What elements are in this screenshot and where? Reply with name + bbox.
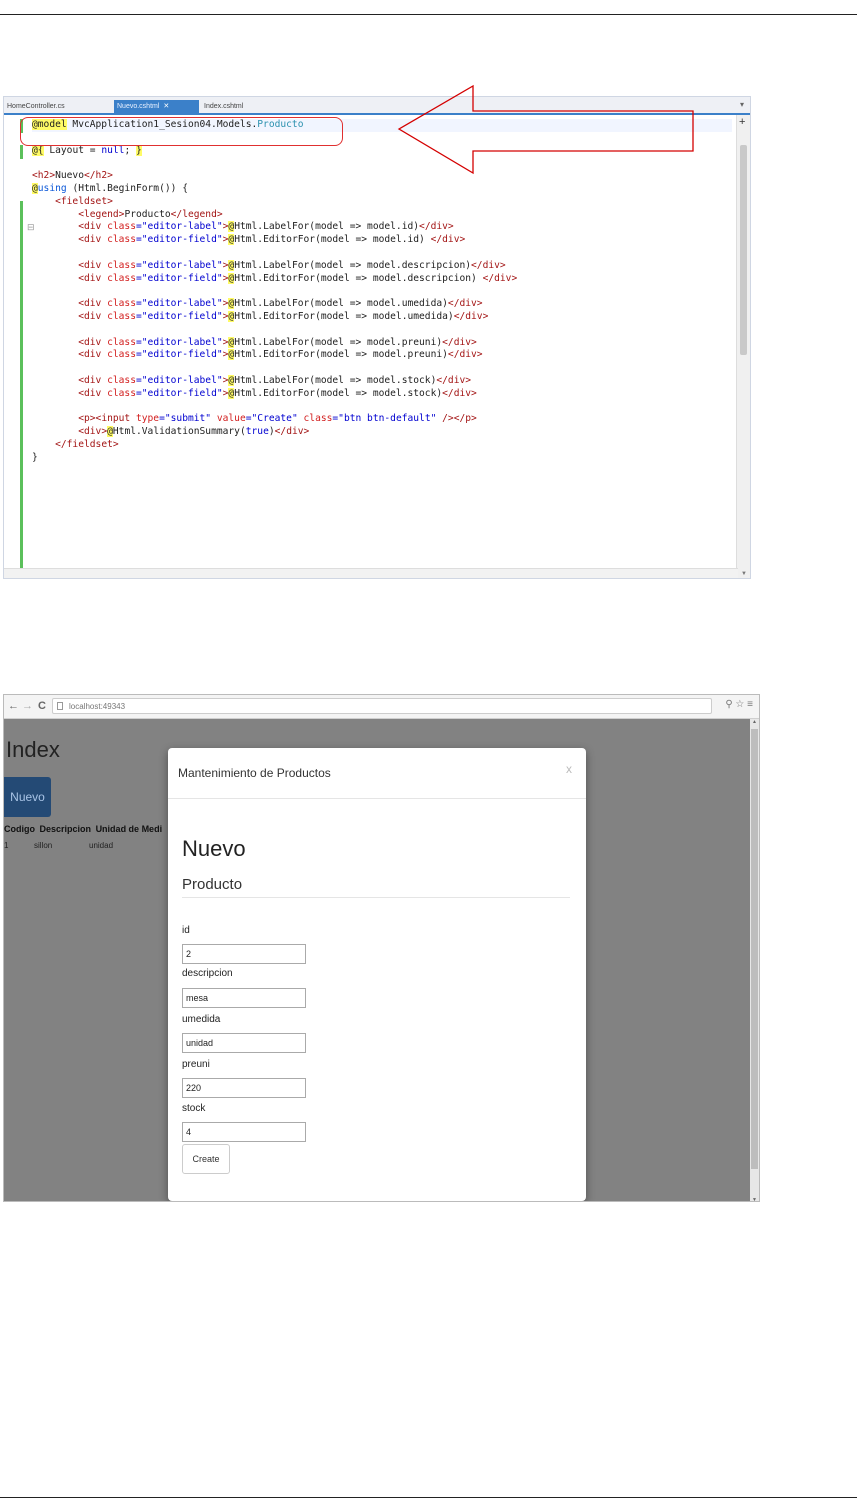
- tab-label: Nuevo.cshtml: [117, 103, 160, 110]
- close-tab-icon[interactable]: ✕: [163, 103, 170, 110]
- toolbar-icons[interactable]: ⚲ ☆ ≡: [725, 699, 753, 710]
- code-token: @: [228, 310, 235, 322]
- code-line: [32, 260, 732, 273]
- code-token: [32, 273, 78, 284]
- code-token: ="btn btn-default": [332, 413, 437, 425]
- code-token: Html.LabelFor(model => model.umedida): [234, 298, 448, 310]
- code-line: [32, 413, 732, 426]
- code-token: ="editor-label": [136, 336, 223, 348]
- code-token: >: [222, 259, 229, 271]
- code-token: <input: [95, 413, 136, 425]
- fieldset-legend: Producto: [182, 876, 570, 898]
- code-token: Html.EditorFor(model => model.preuni): [234, 349, 448, 361]
- code-line: [32, 311, 732, 324]
- code-line: [32, 183, 732, 196]
- code-token: ;: [124, 144, 136, 156]
- arrow-annotation-icon: [395, 83, 698, 177]
- code-token: </p>: [453, 413, 477, 425]
- code-line: [32, 196, 732, 209]
- highlight-annotation: [20, 117, 343, 146]
- code-token: <div: [78, 234, 108, 246]
- code-token: [32, 439, 55, 450]
- code-token: Html.LabelFor(model => model.stock): [234, 374, 437, 386]
- tab-label: HomeController.cs: [7, 103, 65, 110]
- code-line: [32, 324, 732, 337]
- code-line: [32, 337, 732, 350]
- code-token: ="editor-field": [136, 272, 223, 284]
- close-icon[interactable]: x: [566, 762, 572, 776]
- code-token: @: [228, 374, 235, 386]
- code-token: >: [222, 387, 229, 399]
- nuevo-button[interactable]: Nuevo: [4, 777, 51, 817]
- code-token: >: [222, 234, 229, 246]
- reload-icon[interactable]: C: [38, 700, 46, 712]
- code-line: [32, 362, 732, 375]
- code-token: />: [436, 413, 454, 425]
- code-line: [32, 375, 732, 388]
- page-bottom-rule: [0, 1497, 857, 1498]
- code-token: </legend>: [170, 208, 223, 220]
- code-token: [32, 298, 78, 309]
- code-token: <div: [78, 336, 108, 348]
- code-token: class: [107, 374, 136, 386]
- code-token: ="editor-label": [136, 221, 223, 233]
- page-title: Index: [6, 737, 60, 762]
- code-token: ="editor-field": [136, 349, 223, 361]
- code-token: </div>: [436, 374, 472, 386]
- code-token: @: [228, 336, 235, 348]
- code-token: >: [222, 349, 229, 361]
- code-token: value: [216, 413, 246, 425]
- form-heading: Nuevo: [182, 836, 246, 861]
- code-token: @: [228, 259, 235, 271]
- tab-nuevo-active[interactable]: [114, 100, 199, 113]
- change-marker: [20, 201, 23, 573]
- code-token: @: [228, 234, 235, 246]
- editor-vertical-scrollbar[interactable]: [736, 115, 750, 579]
- code-token: @{: [32, 144, 44, 156]
- code-token: </div>: [447, 349, 483, 361]
- code-token: Html.ValidationSummary(: [112, 426, 246, 438]
- label-descripcion: descripcion: [182, 968, 233, 979]
- code-token: ="submit": [159, 413, 217, 425]
- col-descripcion: Descripcion: [39, 824, 92, 834]
- code-token: [32, 375, 78, 386]
- id-input[interactable]: [182, 944, 306, 964]
- umedida-input[interactable]: [182, 1033, 306, 1053]
- forward-icon[interactable]: →: [22, 700, 33, 712]
- label-preuni: preuni: [182, 1059, 210, 1070]
- split-plus-icon[interactable]: +: [739, 116, 746, 128]
- code-token: ="editor-label": [136, 298, 223, 310]
- tab-label: Index.cshtml: [204, 103, 244, 110]
- code-token: @: [107, 426, 113, 438]
- code-token: using: [37, 182, 67, 194]
- code-token: [32, 221, 78, 232]
- code-token: <legend>: [78, 208, 125, 220]
- label-id: id: [182, 925, 190, 936]
- code-token: Producto: [124, 208, 171, 220]
- code-token: @model: [32, 119, 67, 130]
- browser-scroll-thumb[interactable]: [751, 729, 758, 1169]
- code-token: ="editor-field": [136, 234, 223, 246]
- col-unidad: Unidad de Medi: [95, 824, 163, 834]
- code-token: @: [228, 298, 235, 310]
- create-button[interactable]: Create: [182, 1144, 230, 1174]
- code-line: [32, 426, 732, 439]
- tab-dropdown-icon[interactable]: ▾: [739, 100, 744, 109]
- code-token: [32, 349, 78, 360]
- code-token: Html.LabelFor(model => model.id): [234, 221, 420, 233]
- label-stock: stock: [182, 1103, 206, 1114]
- code-token: Html.EditorFor(model => model.stock): [234, 387, 443, 399]
- code-line: [32, 452, 732, 465]
- code-line: [32, 285, 732, 298]
- scroll-down-icon[interactable]: ▼: [752, 1197, 757, 1202]
- code-token: </div>: [482, 272, 518, 284]
- url-text: localhost:49343: [69, 702, 126, 711]
- code-token: </div>: [447, 298, 483, 310]
- code-token: <div: [78, 310, 108, 322]
- browser-toolbar: [4, 695, 759, 719]
- code-token: [32, 426, 78, 437]
- col-codigo: Codigo: [4, 824, 35, 834]
- code-token: ="editor-field": [136, 310, 223, 322]
- code-token: </div>: [430, 234, 466, 246]
- code-token: class: [107, 234, 136, 246]
- code-token: </fieldset>: [55, 438, 119, 450]
- code-token: class: [107, 349, 136, 361]
- code-token: </div>: [471, 259, 506, 271]
- code-token: <h2>: [32, 170, 56, 182]
- code-line: [32, 247, 732, 260]
- code-token: @: [228, 221, 235, 233]
- code-token: class: [107, 310, 136, 322]
- code-token: <div>: [78, 426, 108, 438]
- code-token: >: [222, 298, 229, 310]
- code-token: </div>: [419, 221, 454, 233]
- code-token: <div: [78, 349, 108, 361]
- code-token: Html.LabelFor(model => model.preuni): [234, 336, 443, 348]
- code-token: (Html.BeginForm()) {: [66, 182, 188, 194]
- code-token: null: [101, 144, 125, 156]
- code-token: class: [107, 221, 136, 233]
- code-token: ="Create": [245, 413, 304, 425]
- code-token: Html.LabelFor(model => model.descripcion): [234, 259, 472, 271]
- code-token: >: [222, 374, 229, 386]
- code-token: </div>: [274, 426, 310, 438]
- code-token: [32, 413, 78, 424]
- code-token: [32, 337, 78, 348]
- address-bar[interactable]: [52, 698, 712, 714]
- code-line: [32, 388, 732, 401]
- scroll-down-icon[interactable]: ▼: [741, 571, 747, 577]
- code-line: [32, 298, 732, 311]
- stock-input[interactable]: [182, 1122, 306, 1142]
- code-token: class: [107, 336, 136, 348]
- scroll-thumb[interactable]: [740, 145, 747, 355]
- editor-horizontal-scrollbar[interactable]: [4, 568, 738, 578]
- code-token: <fieldset>: [55, 195, 113, 207]
- page-top-rule: [0, 14, 857, 15]
- back-icon[interactable]: ←: [8, 700, 19, 712]
- code-token: class: [107, 387, 136, 399]
- code-token: Nuevo: [55, 170, 84, 182]
- code-token: true: [245, 426, 269, 438]
- code-token: ="editor-label": [136, 374, 223, 386]
- code-token: </h2>: [84, 170, 113, 182]
- browser-scrollbar[interactable]: [750, 719, 759, 1202]
- code-token: >: [222, 272, 229, 284]
- scroll-up-icon[interactable]: ▲: [752, 719, 757, 725]
- code-token: }: [136, 144, 142, 156]
- code-token: Html.EditorFor(model => model.descripcion): [234, 272, 483, 284]
- code-token: Producto: [257, 119, 304, 130]
- code-token: [32, 311, 78, 322]
- modal-dialog: [168, 748, 586, 1201]
- code-token: class: [107, 259, 136, 271]
- code-token: <div: [78, 221, 108, 233]
- code-token: <div: [78, 374, 108, 386]
- page-icon: [57, 702, 63, 710]
- cell-codigo: 1: [4, 841, 9, 850]
- preuni-input[interactable]: [182, 1078, 306, 1098]
- label-umedida: umedida: [182, 1014, 221, 1025]
- code-token: >: [222, 221, 229, 233]
- code-token: </div>: [442, 336, 477, 348]
- code-token: Html.EditorFor(model => model.id): [234, 234, 431, 246]
- code-token: [32, 209, 78, 220]
- code-token: type: [135, 413, 160, 425]
- code-token: @: [32, 182, 38, 194]
- code-line: [32, 234, 732, 247]
- tab-index[interactable]: [204, 100, 264, 113]
- code-token: <div: [78, 298, 108, 310]
- cell-unidad: unidad: [89, 841, 114, 850]
- code-token: class: [107, 298, 136, 310]
- code-token: <div: [78, 259, 108, 271]
- table-header: [4, 824, 164, 834]
- code-token: @: [228, 387, 235, 399]
- cell-descripcion: sillon: [34, 841, 53, 850]
- code-token: [32, 196, 55, 207]
- code-token: <div: [78, 272, 108, 284]
- browser-screenshot: [3, 694, 760, 1202]
- code-token: ="editor-label": [136, 259, 223, 271]
- code-token: @: [228, 349, 235, 361]
- code-token: MvcApplication1_Sesion04.Models.: [66, 119, 258, 130]
- code-token: [32, 260, 78, 271]
- code-token: @: [228, 272, 235, 284]
- code-token: >: [222, 336, 229, 348]
- code-line: [32, 349, 732, 362]
- change-marker: [20, 145, 23, 159]
- code-token: class: [303, 413, 333, 425]
- code-line: [32, 221, 732, 234]
- modal-header: [168, 748, 586, 799]
- code-token: Html.EditorFor(model => model.umedida): [234, 310, 454, 322]
- collapse-icon[interactable]: ⊟: [27, 222, 35, 232]
- code-line: [32, 273, 732, 286]
- code-token: </div>: [442, 387, 477, 399]
- code-token: [32, 388, 78, 399]
- code-line: [32, 401, 732, 414]
- code-token: ="editor-field": [136, 387, 223, 399]
- modal-title: Mantenimiento de Productos: [178, 766, 331, 780]
- code-token: Layout =: [43, 144, 102, 156]
- code-token: ): [268, 426, 275, 438]
- descripcion-input[interactable]: [182, 988, 306, 1008]
- code-line: [32, 209, 732, 222]
- code-token: >: [222, 310, 229, 322]
- code-token: [32, 234, 78, 245]
- code-token: class: [107, 272, 136, 284]
- code-token: </div>: [453, 310, 489, 322]
- code-token: <div: [78, 387, 108, 399]
- code-line: [32, 439, 732, 452]
- code-token: <p>: [78, 413, 96, 425]
- tab-homecontroller[interactable]: [7, 100, 97, 113]
- code-token: }: [32, 451, 38, 463]
